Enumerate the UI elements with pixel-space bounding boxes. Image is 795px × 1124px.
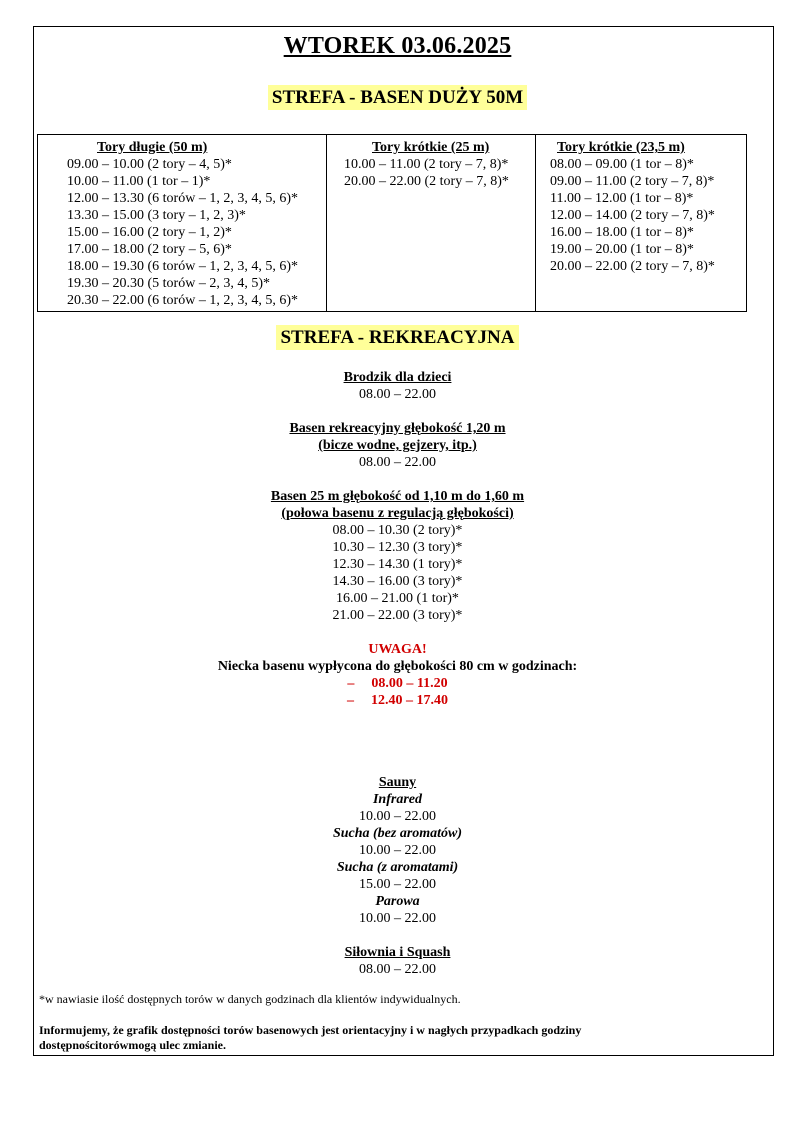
lane-row: 15.00 – 16.00 (2 tory – 1, 2)* <box>67 225 232 240</box>
lanes-long-column <box>38 135 327 312</box>
recreation-section <box>0 369 795 709</box>
lane-row: 11.00 – 12.00 (1 tor – 8)* <box>550 191 694 206</box>
basen25-row: 14.30 – 16.00 (3 tory)* <box>332 574 463 589</box>
lane-row: 17.00 – 18.00 (2 tory – 5, 6)* <box>67 242 232 257</box>
lane-row: 09.00 – 11.00 (2 tory – 7, 8)* <box>550 174 715 189</box>
sauna-name: Infrared <box>372 792 422 807</box>
brodzik-hours: 08.00 – 22.00 <box>359 387 436 402</box>
basen25-row: 12.30 – 14.30 (1 tory)* <box>332 557 463 572</box>
sauna-name: Parowa <box>375 894 420 909</box>
lanes-table <box>37 134 747 312</box>
sauny-section <box>0 774 795 978</box>
lanes-long-header: Tory długie (50 m) <box>97 140 208 155</box>
lane-row: 13.30 – 15.00 (3 tory – 1, 2, 3)* <box>67 208 246 223</box>
lane-row: 08.00 – 09.00 (1 tor – 8)* <box>550 157 694 172</box>
info-note: Informujemy, że grafik dostępności torów basenowych jest orientacyjny i w nagłych przypadkach godziny dostępnościtorówmogą ulec zmianie. <box>39 1023 582 1052</box>
lanes-short25-header: Tory krótkie (25 m) <box>372 140 490 155</box>
lane-row: 19.00 – 20.00 (1 tor – 8)* <box>550 242 694 257</box>
lane-row: 10.00 – 11.00 (1 tor – 1)* <box>67 174 211 189</box>
basen25-subtitle: (połowa basenu z regulacją głębokości) <box>281 506 514 521</box>
zone-main-label: STREFA - BASEN DUŻY 50M <box>268 85 527 110</box>
lane-row: 09.00 – 10.00 (2 tory – 4, 5)* <box>67 157 232 172</box>
lane-row: 20.00 – 22.00 (2 tory – 7, 8)* <box>344 174 509 189</box>
lane-row: 12.00 – 13.30 (6 torów – 1, 2, 3, 4, 5, 6)* <box>67 191 298 206</box>
lanes-short25-column <box>327 135 536 312</box>
lanes-short235-column <box>536 135 747 312</box>
sauna-hours: 10.00 – 22.00 <box>359 911 436 926</box>
sauna-hours: 15.00 – 22.00 <box>359 877 436 892</box>
lane-row: 12.00 – 14.00 (2 tory – 7, 8)* <box>550 208 715 223</box>
footnote: *w nawiasie ilość dostępnych torów w danych godzinach dla klientów indywidualnych. <box>39 992 461 1006</box>
lane-row: 18.00 – 19.30 (6 torów – 1, 2, 3, 4, 5, 6)* <box>67 259 298 274</box>
basen25-title: Basen 25 m głębokość od 1,10 m do 1,60 m <box>270 489 525 504</box>
uwaga-label: UWAGA! <box>368 642 427 657</box>
uwaga-text: Niecka basenu wypłycona do głębokości 80 cm w godzinach: <box>217 659 578 674</box>
zone-recreation-heading <box>0 327 795 349</box>
rekreacyjny-title: Basen rekreacyjny głębokość 1,20 m <box>289 421 506 436</box>
basen25-row: 08.00 – 10.30 (2 tory)* <box>332 523 463 538</box>
lane-row: 20.30 – 22.00 (6 torów – 1, 2, 3, 4, 5, 6)* <box>67 293 298 308</box>
lanes-short235-header: Tory krótkie (23,5 m) <box>557 140 685 155</box>
silownia-hours: 08.00 – 22.00 <box>359 962 436 977</box>
zone-recreation-label: STREFA - REKREACYJNA <box>276 325 518 350</box>
rekreacyjny-hours: 08.00 – 22.00 <box>359 455 436 470</box>
brodzik-title: Brodzik dla dzieci <box>343 370 452 385</box>
page-title: WTOREK 03.06.2025 <box>283 33 512 59</box>
sauna-hours: 10.00 – 22.00 <box>359 809 436 824</box>
lane-row: 20.00 – 22.00 (2 tory – 7, 8)* <box>550 259 715 274</box>
zone-main-heading <box>0 87 795 109</box>
basen25-row: 21.00 – 22.00 (3 tory)* <box>332 608 463 623</box>
uwaga-time: – 08.00 – 11.20 <box>347 676 448 691</box>
basen25-row: 10.30 – 12.30 (3 tory)* <box>332 540 463 555</box>
sauna-name: Sucha (z aromatami) <box>336 860 459 875</box>
basen25-row: 16.00 – 21.00 (1 tor)* <box>336 591 459 606</box>
silownia-title: Siłownia i Squash <box>344 945 451 960</box>
lane-row: 16.00 – 18.00 (1 tor – 8)* <box>550 225 694 240</box>
lane-row: 19.30 – 20.30 (5 torów – 2, 3, 4, 5)* <box>67 276 270 291</box>
sauna-name: Sucha (bez aromatów) <box>332 826 463 841</box>
rekreacyjny-subtitle: (bicze wodne, gejzery, itp.) <box>318 438 477 453</box>
uwaga-time: – 12.40 – 17.40 <box>347 693 448 708</box>
sauna-hours: 10.00 – 22.00 <box>359 843 436 858</box>
lane-row: 10.00 – 11.00 (2 tory – 7, 8)* <box>344 157 509 172</box>
sauny-title: Sauny <box>378 775 417 790</box>
